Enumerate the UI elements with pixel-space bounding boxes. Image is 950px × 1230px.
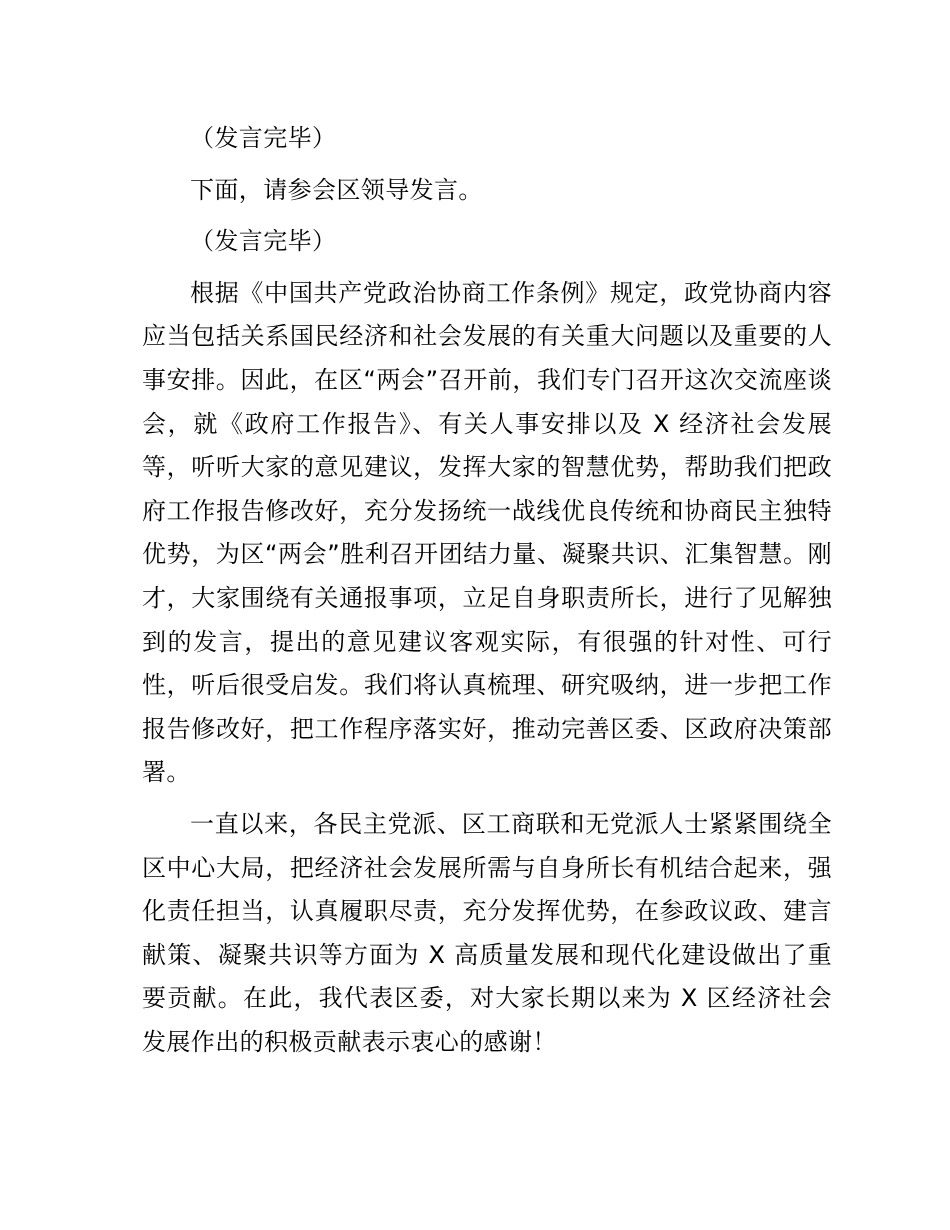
paragraph-speech-finished-2: （发言完毕）: [190, 227, 337, 256]
paragraph-invite-leaders: 下面，请参会区领导发言。: [190, 175, 483, 204]
paragraph-speech-finished-1: （发言完毕）: [190, 124, 337, 152]
document-body: [142, 117, 832, 1064]
paragraph-thanks: 一直以来，各民主党派、区工商联和无党派人士紧紧围绕全区中心大局，把经济社会发展所需与自身所长有机结合起来，强化责任担当，认真履职尽责，充分发挥优势，在参政议政、建言献策、凝聚共识等方面为 X 高质量发展和现代化建设做出了重要贡献。在此，我代表区委，对大家长期以来为 X 区经济社会发展作出的积极贡献表示衷心的感谢！: [142, 809, 832, 1056]
paragraph-consultation-regulations: 根据《中国共产党政治协商工作条例》规定，政党协商内容应当包括关系国民经济和社会发展的有关重大问题以及重要的人事安排。因此，在区“两会”召开前，我们专门召开这次交流座谈会，就《政府工作报告》、有关人事安排以及 X 经济社会发展等，听听大家的意见建议，发挥大家的智慧优势，帮助我们把政府工作报告修改好，充分发扬统一战线优良传统和协商民主独特优势，为区“两会”胜利召开团结力量、凝聚共识、汇集智慧。刚才，大家围绕有关通报事项，立足自身职责所长，进行了见解独到的发言，提出的意见建议客观实际，有很强的针对性、可行性，听后很受启发。我们将认真梳理、研究吸纳，进一步把工作报告修改好，把工作程序落实好，推动完善区委、区政府决策部署。: [142, 278, 832, 787]
